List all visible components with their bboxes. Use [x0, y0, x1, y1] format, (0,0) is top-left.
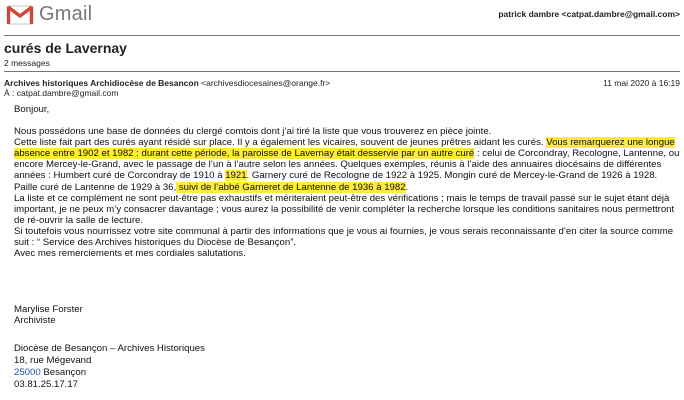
- greeting: Bonjour,: [14, 104, 50, 115]
- paragraph-1: Nous possédons une base de données du clergé comtois dont j’ai tiré la liste que vous trouverez en pièce jointe.: [14, 126, 492, 138]
- paragraph-4: Si toutefois vous nourrissez votre site communal à partir des informations que je vous ai fournies, je vous serais reconnaissante d’en citer la source comme suit : “ Service des Archives historiques du Diocèse de Besançon”.: [14, 225, 674, 249]
- gmail-header: [0, 0, 684, 34]
- recipient: À : catpat.dambre@gmail.com: [4, 88, 119, 98]
- signature-role: Archiviste: [14, 315, 56, 326]
- paragraph-5: Avec mes remerciements et mes cordiales salutations.: [14, 248, 246, 260]
- message-date: 11 mai 2020 à 16:19: [603, 78, 680, 88]
- signature-name: Marylise Forster: [14, 304, 83, 315]
- signature-street: 18, rue Mégevand: [14, 355, 92, 366]
- highlight-absence: Vous remarquerez une longue absence entre 1902 et 1982 : durant cette période, la paroisse de Lavernay était desservie par un autre curé: [14, 137, 675, 160]
- paragraph-2-text-a: Cette liste fait part des curés ayant résidé sur place. Il y a également les vicaires, souvent de jeunes prêtres aidant les curés.: [14, 137, 547, 149]
- paragraph-2-text-b: : celui de Corcondray, Recologne, Lantenne, ou encore Mercey-le-Grand, avec le passage de l’un à l’autre selon les années. Quelques exemples, réunis à l’aide des annuaires diocésains de différentes années : Humbert curé de Corcondray de 1910 à: [14, 148, 680, 182]
- header-divider: [4, 35, 680, 36]
- thread-subject: curés de Lavernay: [4, 40, 127, 56]
- paragraph-2-text-d: .: [405, 181, 409, 193]
- signature-city-line: [14, 367, 86, 378]
- sender-email: <archivesdiocesaines@orange.fr>: [201, 78, 331, 88]
- highlight-year: 1921: [225, 170, 247, 182]
- postcode-link[interactable]: 25000: [14, 367, 41, 378]
- paragraph-2: [14, 137, 682, 192]
- highlight-garneret: suivi de l’abbé Garneret de Lantenne de 1936 à 1982: [176, 181, 406, 193]
- gmail-logo[interactable]: [6, 3, 92, 26]
- signature-org: Diocèse de Besançon – Archives Historiques: [14, 343, 205, 354]
- signature-city: Besançon: [40, 367, 87, 378]
- sender: [4, 78, 330, 88]
- gmail-envelope-icon: [6, 4, 34, 26]
- paragraph-3: La liste et ce complément ne sont peut-être pas exhaustifs et mériteraient peut-être des vérifications ; mais le temps de travail passé sur le sujet étant déjà important, je ne peux m’y consacrer davantage ; vous aurez la possibilité de venir compléter la recherche lorsque les conditions sanitaires nous permettront de ré-ouvrir la salle de lecture.: [14, 192, 675, 226]
- gmail-logo-text: Gmail: [39, 3, 93, 25]
- paragraph-2-text-c: . Garnery curé de Recologne de 1922 à 1925. Mongin curé de Mercey-le-Grand de 1926 à 1928. Paille curé de Lantenne de 1929 à 36,: [14, 170, 658, 193]
- message-count: 2 messages: [4, 58, 50, 68]
- subject-divider: [4, 71, 680, 72]
- signature-phone: 03.81.25.17.17: [14, 379, 79, 390]
- account-label: patrick dambre <catpat.dambre@gmail.com>: [498, 9, 680, 19]
- sender-name: Archives historiques Archidiocèse de Besancon: [4, 78, 199, 88]
- message-body: [14, 104, 682, 259]
